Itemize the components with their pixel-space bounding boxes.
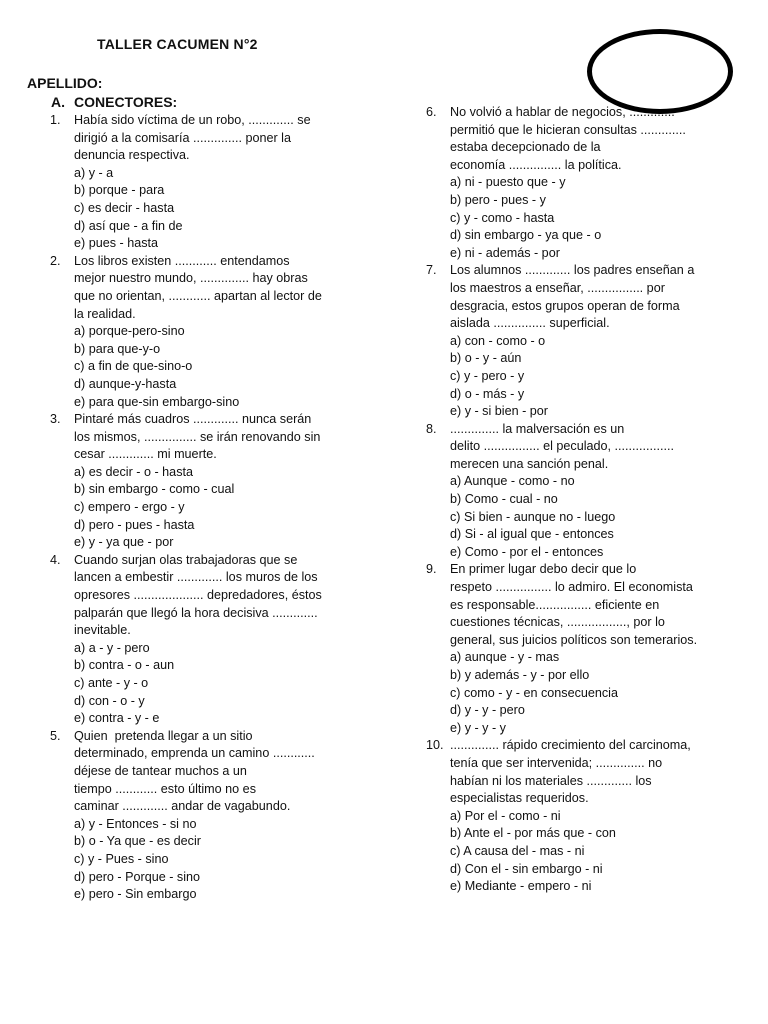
answer-option: d) Con el - sin embargo - ni [450, 861, 603, 876]
question-text-line: lancen a embestir ............. los muros de los [74, 570, 318, 585]
question-text-line: determinado, emprenda un camino ............ [74, 746, 315, 761]
question-text-line: cuestiones técnicas, ................., por lo [450, 615, 665, 630]
answer-option: c) como - y - en consecuencia [450, 685, 618, 700]
answer-option: e) Mediante - empero - ni [450, 879, 592, 894]
question [50, 112, 365, 253]
question-text-line: cesar ............. mi muerte. [74, 447, 217, 462]
question-body [450, 262, 746, 420]
question-text-line: opresores .................... depredadores, éstos [74, 588, 322, 603]
empty-oval-frame [587, 29, 733, 114]
question-number: 4. [50, 552, 61, 567]
question-text-line: es responsable................ eficiente en [450, 597, 660, 612]
answer-option: a) Aunque - como - no [450, 474, 575, 489]
answer-option: a) y - a [74, 165, 114, 180]
question [426, 262, 746, 420]
answer-option: a) Por el - como - ni [450, 808, 561, 823]
answer-option: b) Como - cual - no [450, 492, 558, 507]
answer-option: b) y además - y - por ello [450, 668, 590, 682]
question-body [450, 561, 746, 737]
question-text-line: tenía que ser intervenida; .............. no [450, 755, 663, 770]
question-number: 9. [426, 562, 437, 577]
question-text-line: general, sus juicios políticos son temerarios. [450, 632, 698, 647]
question-text-line: .............. la malversación es un [450, 421, 625, 436]
answer-option: c) empero - ergo - y [74, 500, 185, 515]
answer-option: e) y - y - y [450, 720, 506, 735]
answer-option: e) y - si bien - por [450, 404, 548, 419]
answer-option: b) sin embargo - como - cual [74, 482, 235, 497]
section-title: CONECTORES: [74, 94, 178, 110]
question-text-line: denuncia respectiva. [74, 148, 190, 163]
question-body [450, 737, 746, 895]
answer-option: c) ante - y - o [74, 676, 149, 690]
question [50, 253, 365, 411]
answer-option: e) Como - por el - entonces [450, 544, 604, 559]
question-text-line: mejor nuestro mundo, .............. hay obras [74, 271, 308, 286]
question-text-line: habían ni los materiales ............. los [450, 773, 652, 788]
question-text-line: caminar ............. andar de vagabundo. [74, 799, 291, 814]
question-text-line: merecen una sanción penal. [450, 456, 609, 471]
answer-option: e) pues - hasta [74, 236, 159, 251]
answer-option: b) contra - o - aun [74, 658, 175, 673]
question-body [450, 104, 746, 262]
question-text-line: .............. rápido crecimiento del carcinoma, [450, 738, 691, 753]
question-text-line: Los libros existen ............ entendamos [74, 253, 290, 268]
question-body [74, 411, 365, 552]
question-text-line: dirigió a la comisaría .............. poner la [74, 130, 291, 145]
question-body [450, 421, 746, 562]
section-heading [51, 94, 177, 110]
question-text-line: Pintaré más cuadros ............. nunca serán [74, 412, 312, 427]
answer-option: d) Si - al igual que - entonces [450, 527, 614, 542]
answer-option: a) y - Entonces - si no [74, 816, 197, 831]
question-text-line: permitió que le hicieran consultas ............. [450, 122, 686, 137]
question-text-line: déjese de tantear muchos a un [74, 763, 247, 778]
answer-option: a) a - y - pero [74, 640, 150, 655]
question-text-line: aislada ............... superficial. [450, 316, 610, 331]
answer-option: b) para que-y-o [74, 341, 161, 356]
left-column [50, 112, 365, 904]
question-body [74, 728, 365, 904]
answer-option: b) Ante el - por más que - con [450, 826, 616, 841]
question [426, 104, 746, 262]
answer-option: a) porque-pero-sino [74, 324, 185, 339]
question-text-line: respeto ................ lo admiro. El economista [450, 580, 693, 595]
answer-option: a) aunque - y - mas [450, 650, 560, 665]
question-text-line: especialistas requeridos. [450, 791, 589, 806]
answer-option: c) a fin de que-sino-o [74, 359, 193, 374]
answer-option: c) A causa del - mas - ni [450, 843, 585, 858]
question-text-line: Los alumnos ............. los padres enseñan a [450, 263, 695, 278]
answer-option: e) ni - además - por [450, 245, 560, 260]
question-text-line: los mismos, ............... se irán renovando sin [74, 429, 321, 444]
surname-label: APELLIDO: [27, 75, 103, 91]
answer-option: d) pero - pues - hasta [74, 517, 195, 532]
question [50, 728, 365, 904]
answer-option: a) con - como - o [450, 333, 546, 348]
question-text-line: Cuando surjan olas trabajadoras que se [74, 552, 298, 567]
answer-option: b) porque - para [74, 183, 165, 198]
answer-option: e) contra - y - e [74, 711, 160, 726]
answer-option: e) pero - Sin embargo [74, 887, 197, 902]
answer-option: c) y - Pues - sino [74, 851, 169, 866]
answer-option: d) sin embargo - ya que - o [450, 228, 602, 243]
question-number: 1. [50, 113, 61, 127]
question-body [74, 552, 365, 728]
question [426, 561, 746, 737]
answer-option: e) y - ya que - por [74, 535, 174, 550]
answer-option: c) y - como - hasta [450, 210, 555, 225]
question-number: 6. [426, 105, 437, 119]
question-body [74, 253, 365, 411]
right-column [426, 104, 746, 896]
section-letter: A. [51, 94, 65, 110]
question-text-line: tiempo ............ esto último no es [74, 781, 256, 796]
answer-option: d) aunque-y-hasta [74, 376, 177, 391]
question-text-line: estaba decepcionado de la [450, 140, 601, 155]
question-number: 10. [426, 738, 444, 753]
answer-option: a) ni - puesto que - y [450, 175, 566, 190]
question-number: 2. [50, 253, 61, 268]
question-text-line: Quien pretenda llegar a un sitio [74, 728, 253, 743]
question-text-line: Había sido víctima de un robo, ............. se [74, 113, 311, 127]
answer-option: d) así que - a fin de [74, 218, 183, 233]
question-text-line: palparán que llegó la hora decisiva ............. [74, 605, 318, 620]
question-number: 5. [50, 728, 61, 743]
question-number: 7. [426, 263, 437, 278]
question-body [74, 112, 365, 253]
question-text-line: la realidad. [74, 306, 136, 321]
answer-option: d) o - más - y [450, 386, 525, 401]
answer-option: c) y - pero - y [450, 368, 525, 383]
question-text-line: los maestros a enseñar, ................ por [450, 280, 665, 295]
answer-option: d) pero - Porque - sino [74, 869, 200, 884]
answer-option: b) pero - pues - y [450, 192, 546, 207]
question [50, 411, 365, 552]
question-text-line: desgracia, estos grupos operan de forma [450, 298, 680, 313]
answer-option: e) para que-sin embargo-sino [74, 394, 240, 409]
question-text-line: En primer lugar debo decir que lo [450, 562, 637, 577]
answer-option: b) o - Ya que - es decir [74, 834, 201, 849]
answer-option: c) Si bien - aunque no - luego [450, 509, 616, 524]
question-number: 3. [50, 412, 61, 427]
question-text-line: economía ............... la política. [450, 157, 622, 172]
question-text-line: delito ................ el peculado, ................. [450, 439, 674, 454]
page-title: TALLER CACUMEN N°2 [97, 36, 258, 52]
question [50, 552, 365, 728]
question [426, 737, 746, 895]
question-number: 8. [426, 421, 437, 436]
question-text-line: No volvió a hablar de negocios, ............. [450, 105, 675, 119]
question-text-line: inevitable. [74, 623, 131, 638]
answer-option: b) o - y - aún [450, 351, 522, 366]
answer-option: a) es decir - o - hasta [74, 464, 193, 479]
question-text-line: que no orientan, ............ apartan al lector de [74, 288, 322, 303]
answer-option: d) y - y - pero [450, 703, 525, 718]
question [426, 421, 746, 562]
answer-option: c) es decir - hasta [74, 200, 175, 215]
answer-option: d) con - o - y [74, 693, 145, 708]
